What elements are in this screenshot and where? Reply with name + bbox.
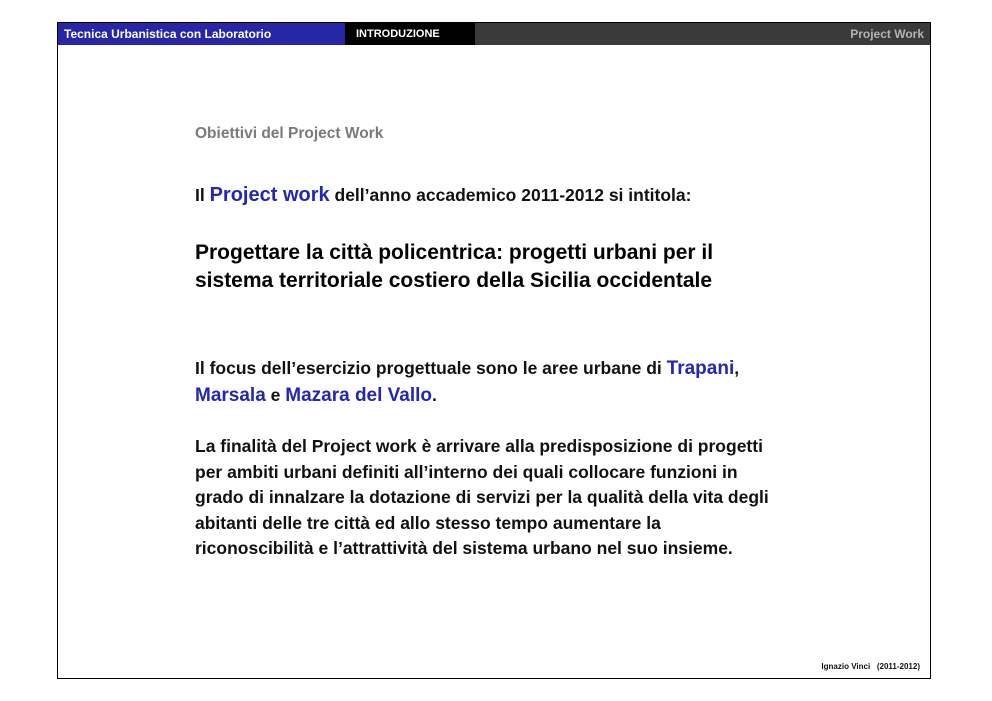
city-marsala: Marsala (195, 385, 266, 406)
purpose-line: La finalità del Project work è arrivare alla predisposizione di progetti (195, 436, 763, 456)
project-label: Project Work (850, 27, 924, 41)
focus-conjunction: e (265, 385, 286, 405)
slide-header (58, 23, 930, 45)
intro-prefix: Il (195, 185, 210, 205)
city-trapani: Trapani (666, 358, 735, 379)
section-label: INTRODUZIONE (345, 23, 475, 45)
purpose-line: riconoscibilità e l’attrattività del sistema urbano nel suo insieme. (195, 538, 733, 558)
footer-years: (2011-2012) (876, 662, 920, 671)
purpose-line: grado di innalzare la dotazione di servizi per la qualità della vita degli (195, 487, 769, 507)
footer-author: Ignazio Vinci (821, 662, 871, 671)
slide-footer (821, 662, 920, 671)
focus-period: . (432, 385, 437, 405)
focus-comma: , (734, 358, 740, 378)
project-title (195, 239, 895, 295)
intro-text (195, 184, 691, 207)
purpose-paragraph (195, 434, 905, 562)
project-title-line: sistema territoriale costiero della Sicilia occidentale (195, 269, 713, 292)
focus-line (195, 355, 895, 382)
purpose-line: abitanti delle tre città ed allo stesso tempo aumentare la (195, 512, 661, 533)
slide (57, 22, 931, 679)
purpose-line: per ambiti urbani definiti all’interno dei quali collocare funzioni in (195, 461, 738, 482)
focus-paragraph (195, 355, 895, 409)
intro-highlight: Project work (209, 184, 330, 206)
project-title-line: Progettare la città policentrica: progetti urbani per il (195, 241, 714, 264)
intro-suffix: dell’anno accademico 2011-2012 si intitola: (329, 185, 692, 205)
slide-subtitle: Obiettivi del Project Work (195, 125, 384, 142)
course-title: Tecnica Urbanistica con Laboratorio (58, 23, 345, 45)
city-mazara: Mazara del Vallo (285, 385, 433, 406)
focus-line (195, 382, 895, 409)
focus-text: Il focus dell’esercizio progettuale sono le aree urbane di (195, 358, 667, 378)
